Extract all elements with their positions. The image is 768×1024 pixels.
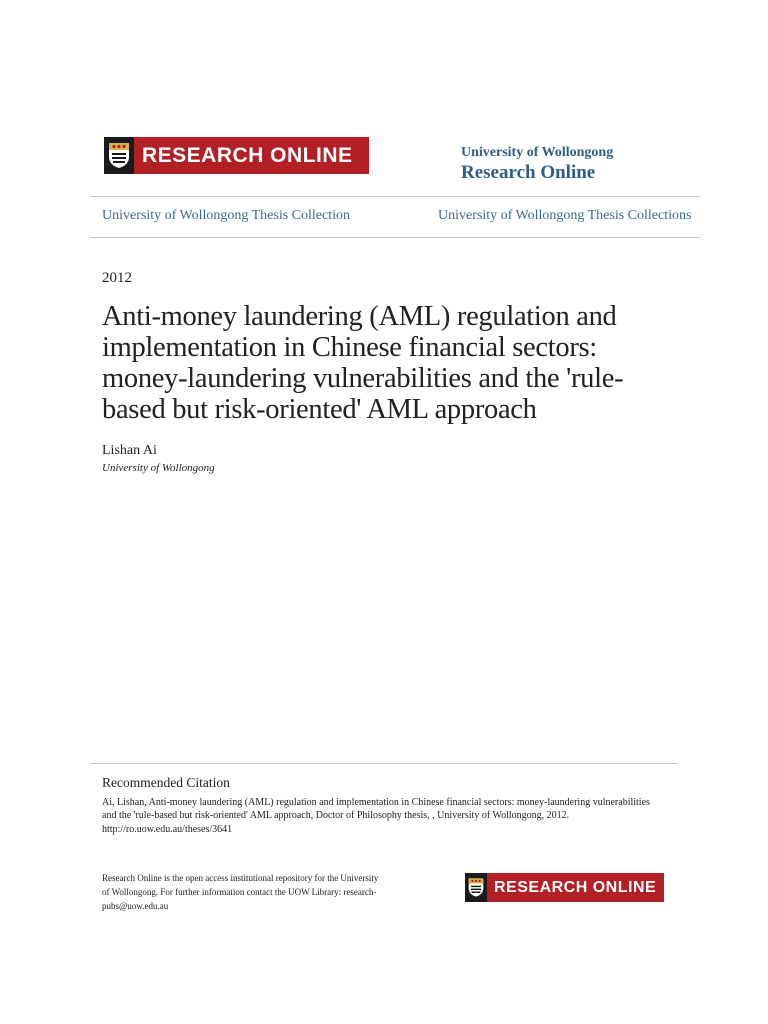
repository-name: Research Online <box>461 162 596 183</box>
author-affiliation: University of Wollongong <box>102 462 215 474</box>
university-name: University of Wollongong <box>461 145 614 160</box>
logo-text: RESEARCH ONLINE <box>142 143 353 167</box>
citation-body <box>102 796 662 836</box>
repository-title[interactable] <box>461 146 613 182</box>
footer-note: Research Online is the open access institutional repository for the University of Wollongong. For further information contact the UOW Library: research-pubs@uow.edu.au <box>102 873 379 911</box>
logo-text: RESEARCH ONLINE <box>494 878 657 896</box>
crest-icon <box>104 137 134 174</box>
crest-icon <box>465 873 487 902</box>
research-online-logo[interactable] <box>104 137 369 174</box>
citation-url[interactable]: http://ro.uow.edu.au/theses/3641 <box>102 823 233 835</box>
divider <box>90 763 678 764</box>
divider <box>90 196 700 197</box>
citation-heading: Recommended Citation <box>102 775 230 790</box>
author-name[interactable]: Lishan Ai <box>102 443 157 458</box>
publication-year: 2012 <box>102 270 132 286</box>
collection-link-left[interactable]: University of Wollongong Thesis Collection <box>102 208 351 223</box>
collection-link-right[interactable]: University of Wollongong Thesis Collections <box>438 208 692 223</box>
research-online-logo-footer[interactable] <box>465 873 664 902</box>
divider <box>90 237 700 238</box>
document-title: Anti-money laundering (AML) regulation and implementation in Chinese financial sectors: money-laundering vulnerabilities and the 'rule-based but risk-oriented' AML approach <box>102 301 624 425</box>
citation-text: Ai, Lishan, Anti-money laundering (AML) regulation and implementation in Chinese financial sectors: money-laundering vulnerabilities and the 'rule-based but risk-oriented' AML approach, Doctor of Philosophy thesis, , University of Wollongong, 2012. <box>102 797 650 822</box>
